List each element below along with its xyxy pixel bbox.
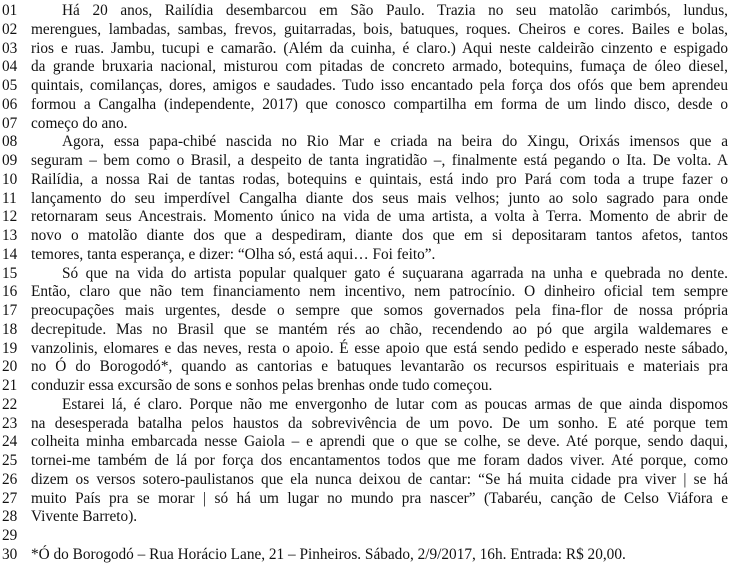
line-text: rios e ruas. Jambu, tucupi e camarão. (Além da cuinha, é claro.) Aqui neste caldeirão cinzento e espigado (31, 39, 728, 57)
line-text: muito País pra se morar | só há um lugar no mundo pra nascer” (Tabaréu, canção de Celso Viáfora e (31, 489, 728, 507)
text-line (0, 358, 730, 377)
line-number: 23 (2, 414, 18, 432)
line-text: Vivente Barreto). (31, 508, 138, 526)
text-line (0, 208, 730, 227)
line-number: 04 (2, 58, 18, 76)
line-text: começo do ano. (31, 114, 128, 132)
line-text: quintais, comilanças, dores, amigos e saudades. Tudo isso encantado pela força dos ofós que bem aprendeu (31, 77, 728, 94)
line-text: preocupações mais urgentes, desde o sempre que somos governados pela fina-flor de nossa própria (31, 302, 728, 319)
line-number: 25 (2, 452, 18, 469)
line-text: *Ó do Borogodó – Rua Horácio Lane, 21 – Pinheiros. Sábado, 2/9/2017, 16h. Entrada: R$ 20,00. (31, 545, 626, 563)
line-text: dizem os versos sotero-paulistanos que ela nunca deixou de cantar: “Se há muita cidade pra viver | se há (31, 470, 728, 488)
line-number: 14 (2, 245, 18, 263)
line-number: 05 (2, 77, 18, 94)
text-line (0, 190, 730, 209)
line-number: 02 (2, 20, 18, 38)
text-line (0, 471, 730, 490)
line-number: 15 (2, 264, 18, 282)
line-number: 12 (2, 208, 18, 226)
line-number: 10 (2, 170, 18, 188)
line-number: 18 (2, 320, 18, 338)
line-number: 19 (2, 339, 18, 357)
line-text: Há 20 anos, Railídia desembarcou em São Paulo. Trazia no seu matolão carimbós, lundus, (62, 2, 728, 19)
text-line (0, 527, 730, 546)
line-number: 22 (2, 395, 18, 413)
text-line (0, 21, 730, 40)
line-text: na desesperada batalha pelos haustos da sobrevivência de um povo. De um sonho. E até porque tem (31, 414, 728, 432)
text-line (0, 452, 730, 471)
text-line (0, 96, 730, 115)
line-text: Railídia, a nossa Rai de tantas rodas, botequins e quintais, está indo pro Pará com toda a trupe fazer o (31, 170, 728, 188)
text-line (0, 227, 730, 246)
text-line (0, 246, 730, 265)
text-line (0, 133, 730, 152)
text-line (0, 152, 730, 171)
line-text: conduzir essa excursão de sons e sonhos pelas brenhas onde tudo começou. (31, 377, 493, 394)
text-line (0, 396, 730, 415)
line-number: 16 (2, 283, 18, 301)
text-line (0, 377, 730, 396)
line-text: temores, tanta esperança, e dizer: “Olha só, está aqui… Foi feito”. (31, 245, 436, 263)
line-number: 07 (2, 114, 18, 132)
line-text: seguram – bem como o Brasil, a despeito de tanta ingratidão –, finalmente está pegando o Ita. De volta. A (31, 152, 728, 169)
text-line (0, 415, 730, 434)
line-text: decrepitude. Mas no Brasil que se mantém rés ao chão, recendendo ao pó que argila waldemares e (31, 320, 728, 338)
line-number: 11 (2, 189, 17, 207)
line-number: 28 (2, 508, 18, 526)
text-line (0, 340, 730, 359)
text-line (0, 40, 730, 59)
line-number: 03 (2, 39, 18, 57)
document-body (0, 2, 730, 565)
line-text: novo o matolão diante dos que a despediram, diante dos que em si depositaram tantos afetos, tantos (31, 227, 728, 244)
line-number: 30 (2, 545, 18, 563)
text-line (0, 2, 730, 21)
line-text: formou a Cangalha (independente, 2017) que conosco compartilha em forma de um lindo disco, desde o (31, 95, 728, 113)
line-number: 26 (2, 470, 18, 488)
text-line (0, 302, 730, 321)
line-text: vanzolinis, elomares e das neves, resta o apoio. É esse apoio que está sendo pedido e esperado neste sábado, (31, 339, 728, 357)
line-text: lançamento do seu imperdível Cangalha diante dos seus mais velhos; junto ao solo sagrado para onde (31, 189, 728, 207)
line-text: Estarei lá, é claro. Porque não me envergonho de lutar com as poucas armas de que ainda dispomos (62, 395, 728, 413)
text-line (0, 508, 730, 527)
line-text: Agora, essa papa-chibé nascida no Rio Mar e criada na beira do Xingu, Orixás imensos que a (62, 133, 728, 151)
text-line (0, 115, 730, 134)
line-number: 13 (2, 227, 18, 244)
line-text: Então, claro que não tem financiamento nem incentivo, nem patrocínio. O dinheiro oficial tem sempre (31, 283, 728, 301)
line-number: 20 (2, 358, 18, 376)
line-text: colheita minha embarcada nesse Gaiola – e aprendi que o que se colhe, se deve. Até porque, sendo daqui, (31, 433, 728, 451)
text-line (0, 433, 730, 452)
line-number: 09 (2, 152, 18, 169)
text-line (0, 490, 730, 509)
line-text: da grande bruxaria nacional, misturou com pitadas de concreto armado, botequins, fumaça de óleo diesel, (31, 58, 728, 76)
line-number: 29 (2, 527, 18, 544)
line-text: tornei-me também de lá por força dos encantamentos todos que me foram dados viver. Até porque, como (31, 452, 728, 469)
text-line (0, 265, 730, 284)
line-number: 27 (2, 489, 18, 507)
text-line (0, 77, 730, 96)
line-number: 17 (2, 302, 18, 319)
text-line (0, 171, 730, 190)
line-text: Só que na vida do artista popular qualquer gato é suçuarana agarrada na unha e quebrada no dente. (62, 264, 728, 282)
line-text: merengues, lambadas, sambas, frevos, guitarradas, bois, batuques, roques. Cheiros e cores. Bailes e bolas, (31, 20, 728, 38)
line-number: 21 (2, 377, 18, 394)
text-line (0, 283, 730, 302)
line-number: 24 (2, 433, 18, 451)
text-line (0, 58, 730, 77)
line-text: retornaram seus Ancestrais. Momento único na vida de uma artista, a volta à Terra. Momento de abrir de (31, 208, 728, 226)
line-number: 08 (2, 133, 18, 151)
line-number: 01 (2, 2, 18, 19)
line-text: no Ó do Borogodó*, quando as cantorias e batuques levantarão os recursos espirituais e materiais pra (31, 358, 728, 376)
text-line (0, 321, 730, 340)
line-number: 06 (2, 95, 18, 113)
